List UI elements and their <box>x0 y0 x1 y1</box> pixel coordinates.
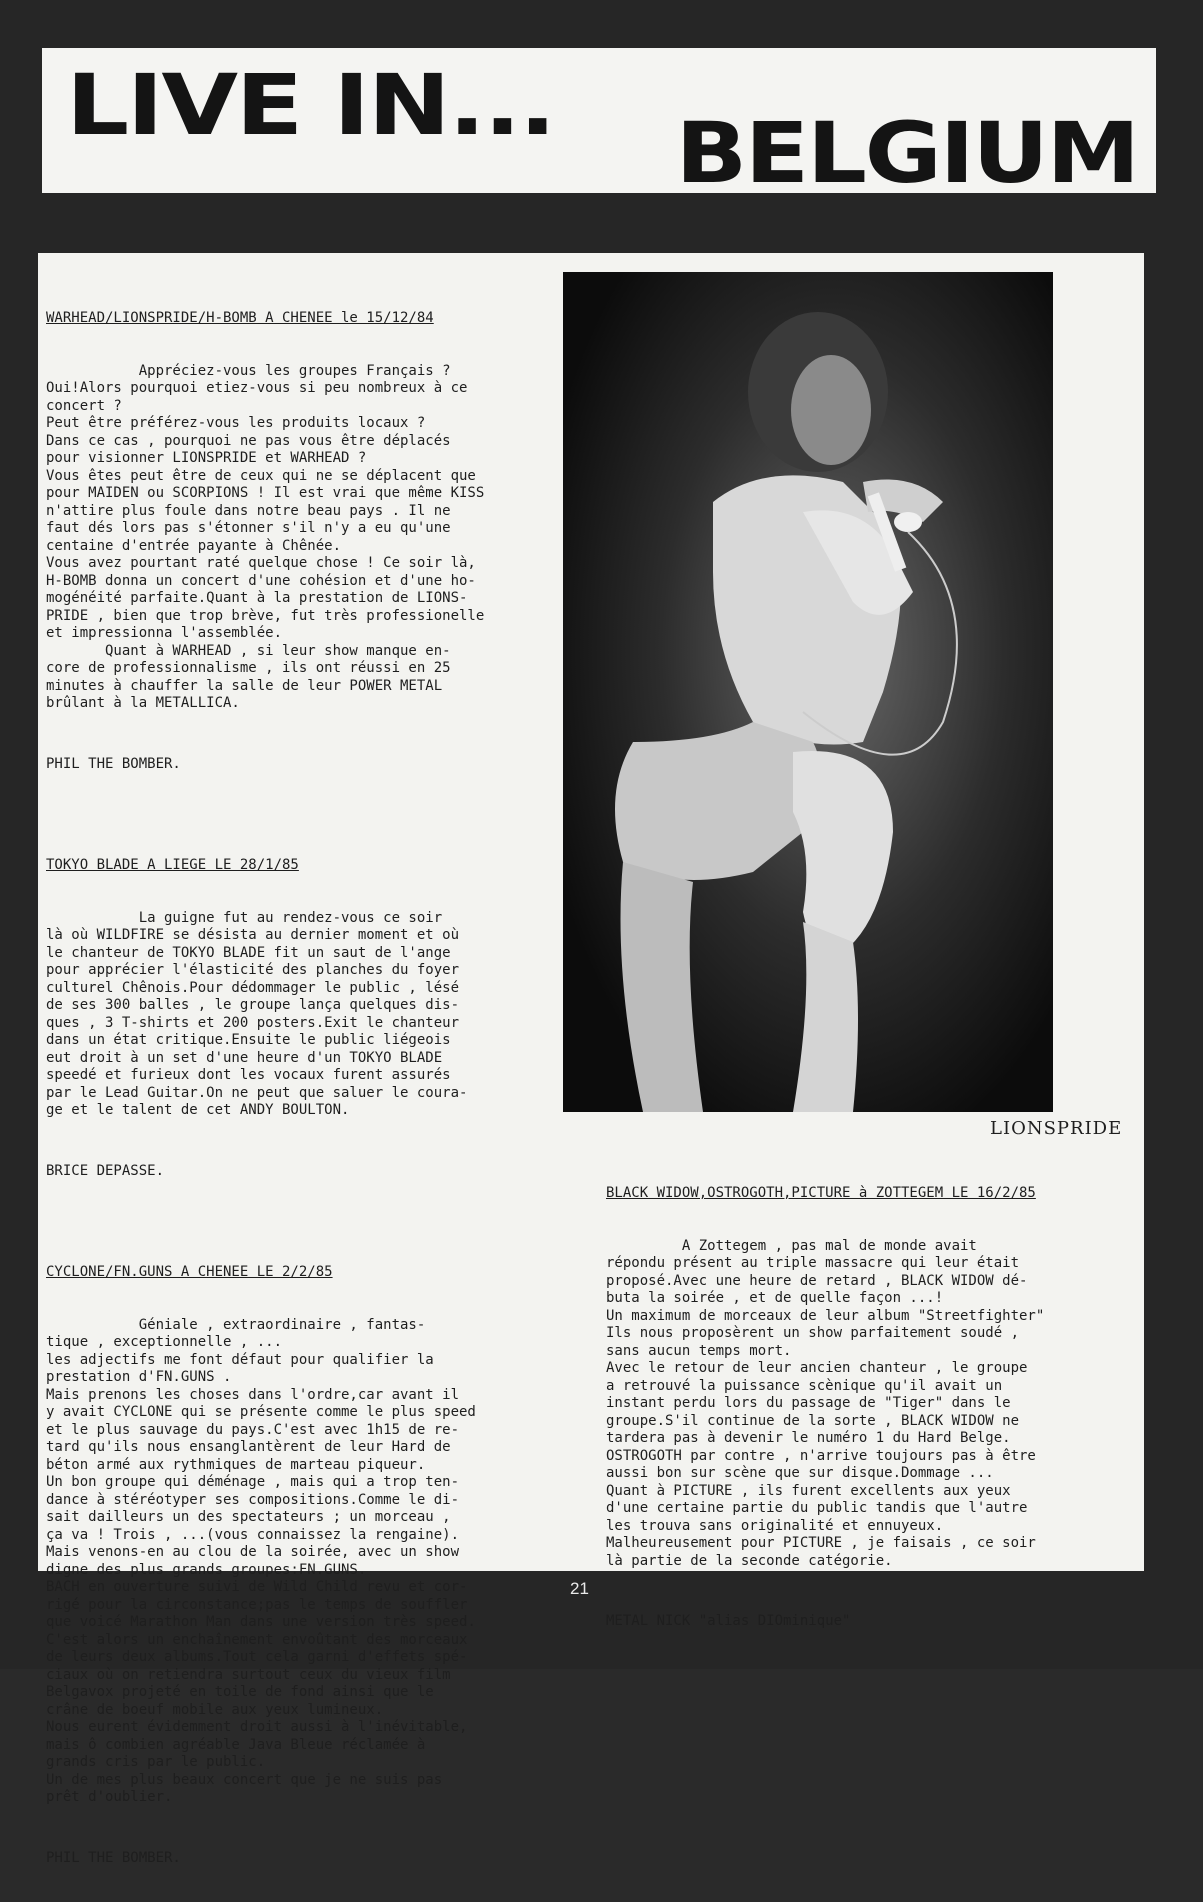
page-title-belgium: BELGIUM <box>675 104 1138 202</box>
title-banner <box>42 48 1156 202</box>
page-number: 21 <box>570 1579 589 1598</box>
article-heading-tokyo-blade: TOKYO BLADE A LIEGE LE 28/1/85 <box>46 857 299 873</box>
concert-photo <box>563 272 1053 1112</box>
article-body-black-widow: A Zottegem , pas mal de monde avait répondu présent au triple massacre qui leur était proposé.Avec une heure de retard , BLACK WIDOW dé- buta la soirée , et de quelle façon ...! Un maximum de morceaux de leur album "Streetfighter" Ils nous proposèrent un show parfaitement soudé , sans aucun temps mort. Avec le retour de leur ancien chanteur , le groupe a retrouvé la puissance scènique qu'il avait un instant perdu lors du passage de "Tiger" dans le groupe.S'il continue de la sorte , BLACK WIDOW ne tardera pas à devenir le numéro 1 du Hard Belge. OSTROGOTH par contre , n'arrive toujours pas à être aussi bon sur scène que sur disque.Dommage ... Quant à PICTURE , ils furent excellents aux yeux d'une certaine partie du public tandis que l'autre les trouva sans originalité et ennuyeux. Malheureusement pour PICTURE , je faisais , ce soir là partie de la seconde catégorie. <box>606 1237 1045 1569</box>
article-signature-cyclone: PHIL THE BOMBER. <box>46 1849 181 1866</box>
right-column <box>606 1150 1044 1666</box>
spacer <box>46 1215 484 1229</box>
left-column <box>46 275 484 1902</box>
article-heading-warhead: WARHEAD/LIONSPRIDE/H-BOMB A CHENEE le 15/12/84 <box>46 310 434 326</box>
article-body-cyclone: Géniale , extraordinaire , fantas- tique , exceptionnelle , ... les adjectifs me font défaut pour qualifier la prestation d'FN.GUNS . Mais prenons les choses dans l'ordre,car avant il y avait CYCLONE qui se présente comme le plus speed et le plus sauvage du pays.C'est avec 1h15 de re- tard qu'ils nous ensanglantèrent de leur Hard de béton armé aux rythmiques de marteau piqueur. Un bon groupe qui déménage , mais qui a trop ten- dance à stéréotyper ses compositions.Comme le di- sait dailleurs un des spectateurs ; un morceau , ça va ! Trois , ...(vous connaissez la rengaine). Mais venons-en au clou de la soirée, avec un show digne des plus grands groupes:FN.GUNS. BACH en ouverture suivi de Wild Child revu et cor- rigé pour la circonstance;pas le temps de souffler que voicé Marathon Man dans une version très speed. C'est alors un enchaînement envoûtant des morceaux de leurs deux albums.Tout cela garni d'effets spé- ciaux où on retiendra surtout ceux du vieux film Belgavox projeté en toile de fond ainsi que le crâne de boeuf mobile aux yeux lumineux. Nous eurent évidemment droit aussi à l'inévitable, mais ô combien agréable Java Bleue réclamée à grands cris par le public. Un de mes plus beaux concert que je ne suis pas prêt d'oublier. <box>46 1316 476 1805</box>
page-title-live-in: LIVE IN... <box>66 56 555 154</box>
article-signature-warhead: PHIL THE BOMBER. <box>46 755 181 772</box>
singer-silhouette-image <box>563 272 1053 1112</box>
article-heading-black-widow: BLACK WIDOW,OSTROGOTH,PICTURE à ZOTTEGEM LE 16/2/85 <box>606 1185 1036 1201</box>
spacer <box>46 808 484 822</box>
article-signature-tokyo-blade: BRICE DEPASSE. <box>46 1162 165 1179</box>
article-body-tokyo-blade: La guigne fut au rendez-vous ce soir là où WILDFIRE se désista au dernier moment et où le chanteur de TOKYO BLADE fit un saut de l'ange pour apprécier l'élasticité des planches du foyer culturel Chênois.Pour dédommager le public , lésé de ses 300 balles , le groupe lança quelques dis- ques , 3 T-shirts et 200 posters.Exit le chanteur dans un état critique.Ensuite le public liégeois eut droit à un set d'une heure d'un TOKYO BLADE speedé et furieux dont les vocaux furent assurés par le Lead Guitar.On ne peut que saluer le coura- ge et le talent de cet ANDY BOULTON. <box>46 909 468 1118</box>
photo-caption: LIONSPRIDE <box>990 1118 1123 1139</box>
article-signature-black-widow: METAL NICK "alias DIOminique" <box>606 1613 851 1629</box>
article-body-warhead: Appréciez-vous les groupes Français ? Oui!Alors pourquoi etiez-vous si peu nombreux à ce concert ? Peut être préférez-vous les produits locaux ? Dans ce cas , pourquoi ne pas vous être déplacés pour visionner LIONSPRIDE et WARHEAD ? Vous êtes peut être de ceux qui ne se déplacent que pour MAIDEN ou SCORPIONS ! Il est vrai que même KISS n'attire plus foule dans notre beau pays . Il ne faut dés lors pas s'étonner s'il n'y a eu qu'une centaine d'entrée payante à Chênée. Vous avez pourtant raté quelque chose ! Ce soir là, H-BOMB donna un concert d'une cohésion et d'une ho- mogénéité parfaite.Quant à la prestation de LIONS- PRIDE , bien que trop brève, fut très professionelle et impressionna l'assemblée. Quant à WARHEAD , si leur show manque en- core de professionnalisme , ils ont réussi en 25 minutes à chauffer la salle de leur POWER METAL brûlant à la METALLICA. <box>46 362 485 711</box>
article-heading-cyclone: CYCLONE/FN.GUNS A CHENEE LE 2/2/85 <box>46 1264 333 1280</box>
